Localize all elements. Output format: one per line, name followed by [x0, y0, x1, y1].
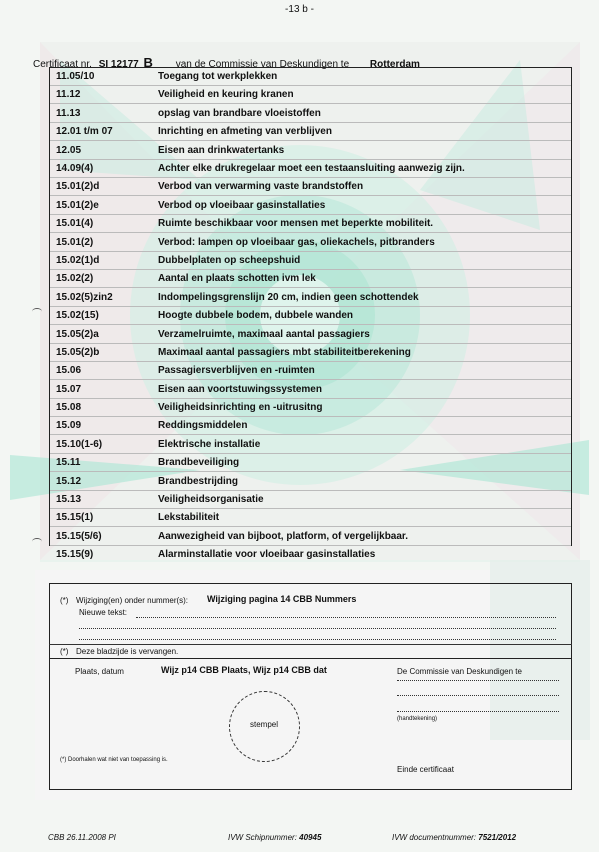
rule-description: Aantal en plaats schotten ivm lek [158, 273, 316, 284]
table-row [50, 528, 571, 546]
footnote: (*) Doorhalen wat niet van toepassing is. [60, 757, 168, 763]
table-row [50, 417, 571, 435]
row-divider [50, 434, 571, 435]
rule-code: 15.13 [56, 494, 82, 505]
rule-code: 12.05 [56, 145, 82, 156]
rule-description: Verzamelruimte, maximaal aantal passagiers [158, 329, 370, 340]
rule-description: Ruimte beschikbaar voor mensen met beperkte mobiliteit. [158, 218, 434, 229]
table-row [50, 473, 571, 491]
amend-value: Wijziging pagina 14 CBB Nummers [207, 594, 357, 604]
rule-code: 11.05/10 [56, 71, 95, 82]
row-divider [50, 287, 571, 288]
rule-code: 11.13 [56, 108, 81, 119]
replaced-text: Deze bladzijde is vervangen. [76, 647, 179, 656]
table-row [50, 307, 571, 325]
rule-description: Lekstabiliteit [158, 512, 220, 523]
signature-line [397, 711, 559, 712]
table-row [50, 362, 571, 380]
rule-description: Reddingsmiddelen [158, 420, 248, 431]
signature-box [49, 659, 572, 790]
rule-description: Passagiersverblijven en -ruimten [158, 365, 315, 376]
punch-hole-mark [32, 538, 42, 545]
rule-code: 15.07 [56, 384, 82, 395]
rule-code: 15.02(1)d [56, 255, 100, 266]
document-label: IVW documentnummer: [392, 833, 477, 842]
ship-label: IVW Schipnummer: [228, 833, 297, 842]
table-row [50, 105, 571, 123]
rule-description: Eisen aan drinkwatertanks [158, 145, 285, 156]
new-text-line [79, 639, 556, 640]
rule-description: Aanwezigheid van bijboot, platform, of vergelijkbaar. [158, 531, 409, 542]
rule-description: Verbod van verwarming vaste brandstoffen [158, 181, 364, 192]
rule-code: 15.02(2) [56, 273, 94, 284]
rule-code: 15.15(9) [56, 549, 94, 561]
commission-sign-label: De Commissie van Deskundigen te [397, 667, 522, 676]
rule-code: 15.09 [56, 420, 82, 431]
table-row [50, 123, 571, 141]
rule-description: Verbod: lampen op vloeibaar gas, oliekachels, pitbranders [158, 237, 435, 248]
cert-label: Certificaat nr. [33, 59, 92, 70]
footer-left: CBB 26.11.2008 PI [48, 833, 116, 842]
commission-line [397, 680, 559, 681]
table-row [50, 454, 571, 472]
table-row [50, 289, 571, 307]
table-row [50, 344, 571, 362]
new-text-line [79, 628, 556, 629]
footer-document [392, 833, 516, 842]
table-row [50, 234, 571, 252]
rule-description: Inrichting en afmeting van verblijven [158, 126, 332, 137]
table-row [50, 509, 571, 527]
row-divider [50, 195, 571, 196]
commission-text: van de Commissie van Deskundigen te [175, 59, 350, 70]
table-row [50, 197, 571, 215]
rule-description: Achter elke drukregelaar moet een testaansluiting aanwezig zijn. [158, 163, 465, 174]
place-value: Wijz p14 CBB Plaats, Wijz p14 CBB dat [161, 665, 327, 675]
page-number: -13 b - [285, 4, 314, 15]
stamp-label: stempel [250, 720, 279, 729]
rule-code: 15.15(5/6) [56, 531, 102, 542]
rule-description: Veiligheidsorganisatie [158, 494, 264, 505]
cert-number: SI 12177 [98, 59, 139, 70]
table-row [50, 142, 571, 160]
amend-divider [49, 644, 572, 645]
row-divider [50, 526, 571, 527]
rule-description: Elektrische installatie [158, 439, 261, 450]
amend-label: Wijziging(en) onder nummer(s): [76, 596, 189, 605]
row-divider [50, 324, 571, 325]
document-number: 7521/2012 [478, 833, 517, 842]
rule-code: 11.12 [56, 89, 81, 100]
rule-code: 15.01(4) [56, 218, 94, 229]
rule-code: 15.05(2)b [56, 347, 100, 358]
rule-code: 15.12 [56, 476, 82, 487]
stamp-circle [229, 691, 300, 762]
rule-code: 15.01(2)d [56, 181, 100, 192]
place-label: Plaats, datum [75, 667, 124, 676]
row-divider [50, 379, 571, 380]
table-row [50, 215, 571, 233]
table-row [50, 381, 571, 399]
rule-description: opslag van brandbare vloeistoffen [158, 108, 321, 119]
rule-code: 15.01(2) [56, 237, 94, 248]
footer-ship [228, 833, 321, 842]
rule-code: 15.08 [56, 402, 82, 413]
rule-code: 15.11 [56, 457, 81, 468]
regulations-table [49, 67, 572, 561]
new-text-label: Nieuwe tekst: [79, 608, 128, 617]
cert-suffix: B [143, 55, 153, 70]
commission-city: Rotterdam [369, 59, 420, 70]
rule-code: 15.02(15) [56, 310, 99, 321]
end-label: Einde certificaat [397, 765, 454, 774]
new-text-line [136, 617, 556, 618]
table-row [50, 326, 571, 344]
rule-description: Veiligheidsinrichting en -uitrusitng [158, 402, 323, 413]
replaced-marker: (*) [60, 647, 69, 656]
rule-description: Indompelingsgrenslijn 20 cm, indien geen schottendek [158, 292, 419, 303]
punch-hole-mark [32, 308, 42, 315]
table-row [50, 160, 571, 178]
rule-code: 15.15(1) [56, 512, 94, 523]
row-divider [50, 140, 571, 141]
table-row [50, 546, 571, 564]
rule-description: Alarminstallatie voor vloeibaar gasinstallaties [158, 549, 376, 561]
table-row [50, 68, 571, 86]
table-row [50, 86, 571, 104]
rule-description: Hoogte dubbele bodem, dubbele wanden [158, 310, 354, 321]
rule-code: 15.02(5)zin2 [56, 292, 113, 303]
rule-description: Eisen aan voortstuwingssystemen [158, 384, 322, 395]
table-row [50, 436, 571, 454]
rule-code: 12.01 t/m 07 [56, 126, 113, 137]
rule-code: 15.10(1-6) [56, 439, 103, 450]
row-divider [50, 471, 571, 472]
commission-line [397, 695, 559, 696]
rule-description: Toegang tot werkplekken [158, 71, 278, 82]
signature-label: (handtekening) [397, 716, 438, 722]
rule-description: Brandbeveiliging [158, 457, 240, 468]
rule-description: Maximaal aantal passagiers mbt stabiliteitberekening [158, 347, 411, 358]
table-row [50, 491, 571, 509]
rule-code: 15.05(2)a [56, 329, 99, 340]
amendment-box [49, 583, 572, 659]
amend-marker: (*) [60, 596, 69, 605]
ship-number: 40945 [299, 833, 322, 842]
rule-description: Verbod op vloeibaar gasinstallaties [158, 200, 326, 211]
table-row [50, 399, 571, 417]
rule-code: 14.09(4) [56, 163, 94, 174]
rule-code: 15.01(2)e [56, 200, 99, 211]
table-row [50, 252, 571, 270]
rule-description: Veiligheid en keuring kranen [158, 89, 294, 100]
rule-description: Brandbestrijding [158, 476, 239, 487]
table-row [50, 178, 571, 196]
rule-description: Dubbelplaten op scheepshuid [158, 255, 301, 266]
row-divider [50, 232, 571, 233]
table-row [50, 270, 571, 288]
rule-code: 15.06 [56, 365, 82, 376]
row-divider [50, 103, 571, 104]
